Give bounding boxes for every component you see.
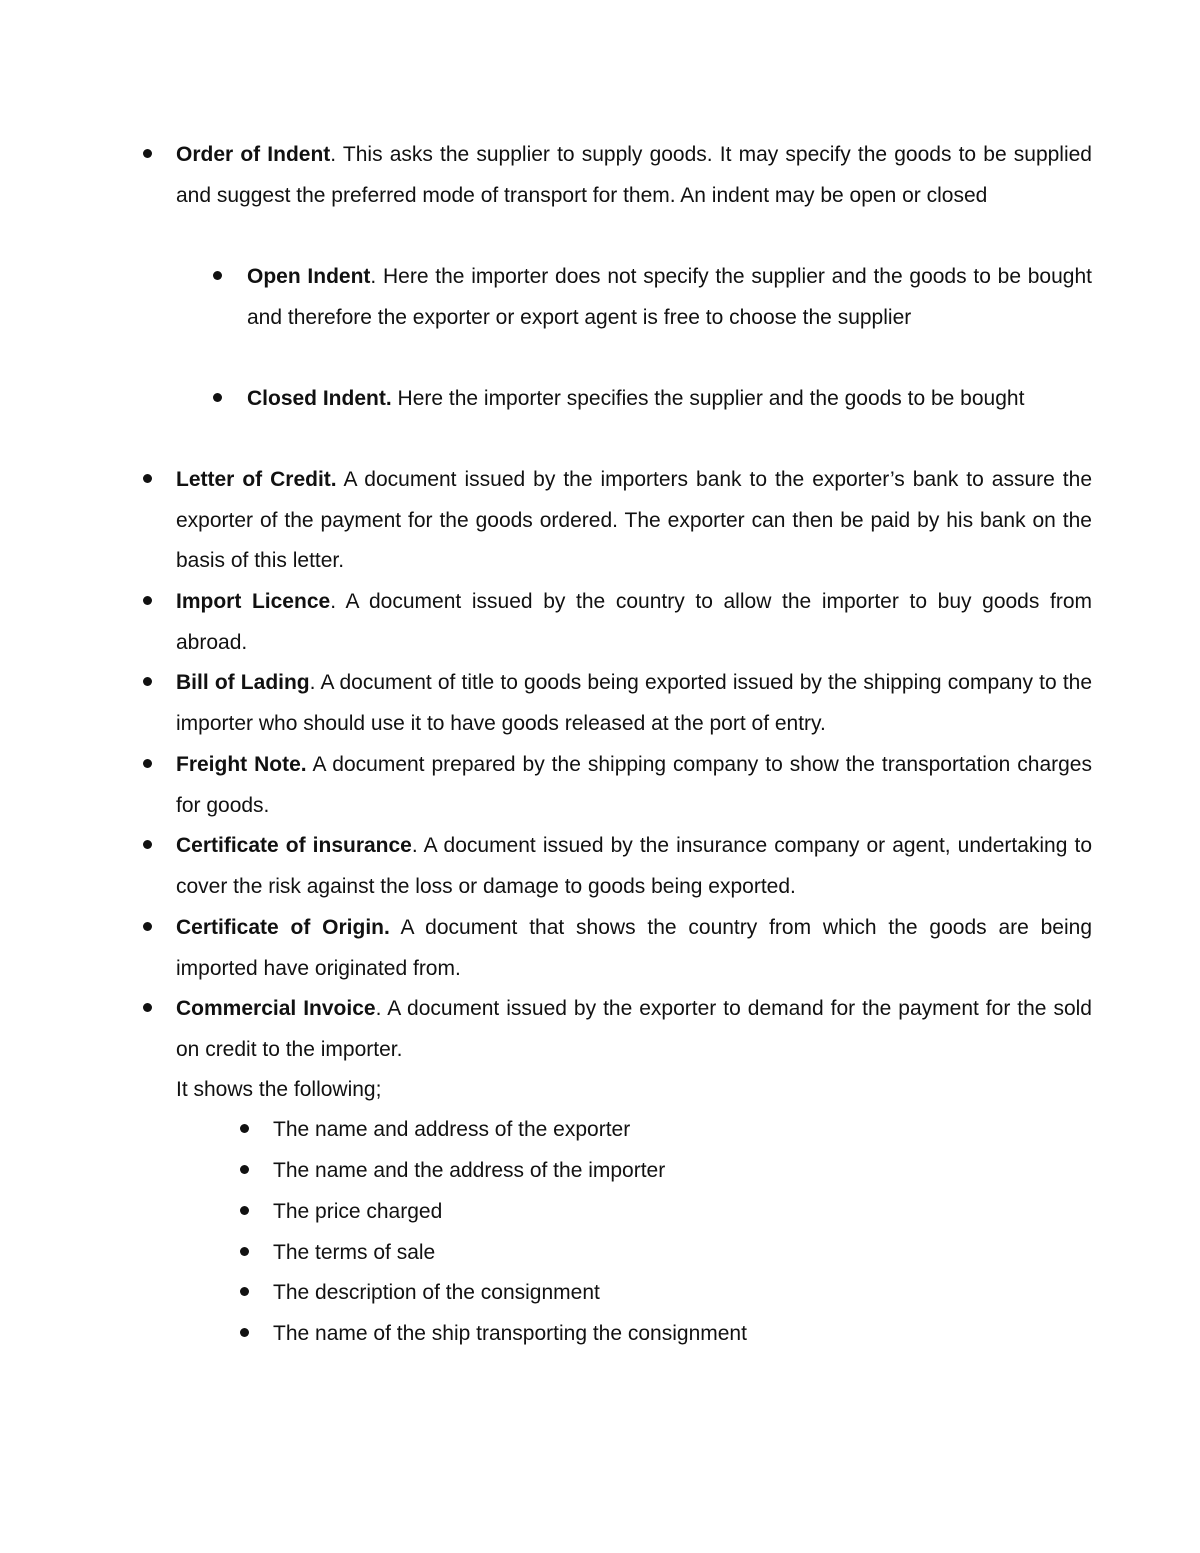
- term-label: Bill of Lading: [176, 671, 310, 694]
- intro-text: It shows the following;: [176, 1078, 382, 1101]
- term-description: . A document issued by the insurance company or agent, undertaking to cover the risk against the loss or damage to goods being exported.: [176, 834, 1092, 898]
- shows-list-item: [273, 1151, 1092, 1192]
- list-item-order-of-indent: [176, 135, 1092, 216]
- list-item-commercial-invoice: [176, 989, 1092, 1070]
- term-label: Closed Indent.: [247, 387, 392, 410]
- bullet-icon: [143, 1003, 152, 1012]
- bullet-icon: [143, 596, 152, 605]
- shows-list-item: [273, 1192, 1092, 1233]
- term-description: . A document issued by the country to allow the importer to buy goods from abroad.: [176, 590, 1092, 654]
- term-description: A document issued by the importers bank to the exporter’s bank to assure the exporter of the payment for the goods ordered. The exporter can then be paid by his bank on the basis of this letter.: [176, 468, 1093, 573]
- term-description: . Here the importer does not specify the supplier and the goods to be bought and therefore the exporter or export agent is free to choose the supplier: [247, 265, 1092, 329]
- shows-list-item: [273, 1273, 1092, 1314]
- shows-list-item: [273, 1233, 1092, 1274]
- term-label: Commercial Invoice: [176, 997, 376, 1020]
- term-description: Here the importer specifies the supplier and the goods to be bought: [391, 387, 1025, 410]
- term-label: Certificate of Origin.: [176, 916, 390, 939]
- shows-list-item: [273, 1314, 1092, 1355]
- shows-item-text: The name and the address of the importer: [273, 1159, 666, 1182]
- term-label: Freight Note.: [176, 753, 307, 776]
- bullet-icon: [143, 759, 152, 768]
- shows-item-text: The name and address of the exporter: [273, 1118, 631, 1141]
- bullet-icon: [213, 393, 222, 402]
- term-description: A document that shows the country from which the goods are being imported have originated from.: [176, 916, 1092, 980]
- bullet-icon: [143, 474, 152, 483]
- term-description: . A document of title to goods being exported issued by the shipping company to the importer who should use it to have goods released at the port of entry.: [176, 671, 1093, 735]
- bullet-icon: [240, 1124, 249, 1133]
- shows-item-text: The terms of sale: [273, 1241, 436, 1264]
- list-item-letter-of-credit: [176, 460, 1092, 582]
- bullet-icon: [213, 271, 222, 280]
- bullet-icon: [240, 1247, 249, 1256]
- shows-list-item: [273, 1110, 1092, 1151]
- bullet-icon: [240, 1206, 249, 1215]
- term-label: Letter of Credit.: [176, 468, 337, 491]
- list-item-import-licence: [176, 582, 1092, 663]
- term-description: A document prepared by the shipping company to show the transportation charges for goods.: [176, 753, 1092, 817]
- shows-item-text: The price charged: [273, 1200, 443, 1223]
- bullet-icon: [240, 1165, 249, 1174]
- list-item-certificate-of-insurance: [176, 826, 1092, 907]
- term-description: . This asks the supplier to supply goods. It may specify the goods to be supplied and suggest the preferred mode of transport for them. An indent may be open or closed: [176, 143, 1092, 207]
- bullet-icon: [143, 149, 152, 158]
- list-item-bill-of-lading: [176, 663, 1092, 744]
- shows-item-text: The name of the ship transporting the consignment: [273, 1322, 747, 1345]
- list-item-freight-note: [176, 745, 1092, 826]
- bullet-icon: [143, 840, 152, 849]
- bullet-icon: [143, 677, 152, 686]
- term-label: Import Licence: [176, 590, 331, 613]
- bullet-icon: [240, 1328, 249, 1337]
- list-item-certificate-of-origin: [176, 908, 1092, 989]
- term-label: Open Indent: [247, 265, 371, 288]
- term-label: Certificate of insurance: [176, 834, 412, 857]
- list-item-closed-indent: [247, 379, 1092, 420]
- term-description: . A document issued by the exporter to demand for the payment for the sold on credit to the importer.: [176, 997, 1092, 1061]
- list-item-open-indent: [247, 257, 1092, 338]
- shows-item-text: The description of the consignment: [273, 1281, 600, 1304]
- bullet-icon: [240, 1287, 249, 1296]
- term-label: Order of Indent: [176, 143, 331, 166]
- bullet-icon: [143, 922, 152, 931]
